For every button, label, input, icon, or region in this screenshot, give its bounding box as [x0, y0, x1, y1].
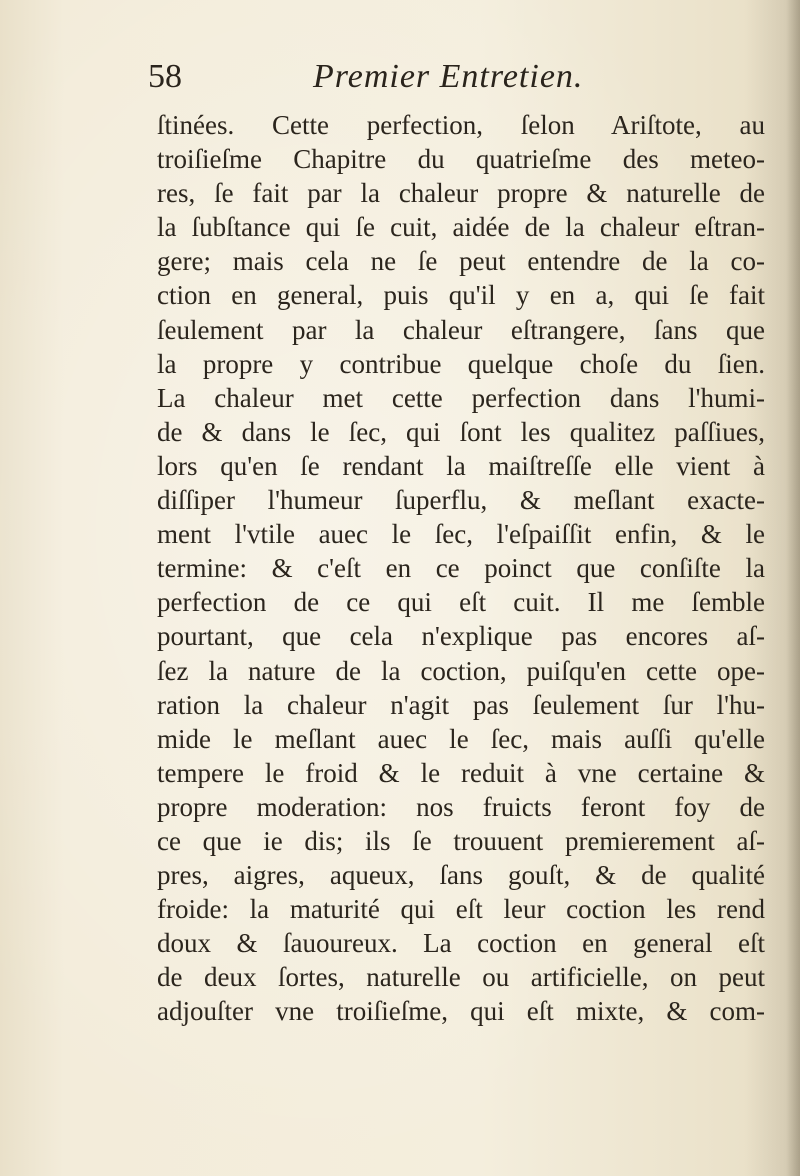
text-line: doux & ſauoureux. La coction en general eſt: [157, 928, 765, 959]
page-gutter-shadow: [786, 0, 800, 1176]
text-line: La chaleur met cette perfection dans l'humi-: [157, 382, 765, 413]
text-line: diſſiper l'humeur ſuperflu, & meſlant exacte-: [157, 485, 765, 516]
text-line: lors qu'en ſe rendant la maiſtreſſe elle vient à: [157, 450, 765, 481]
text-line: tempere le froid & le reduit à vne certaine &: [157, 757, 765, 788]
text-line: adjouſter vne troiſieſme, qui eſt mixte, & com-: [157, 996, 765, 1027]
text-line: ment l'vtile auec le ſec, l'eſpaiſſit enfin, & le: [157, 519, 765, 550]
text-line: de deux ſortes, naturelle ou artificielle, on peut: [157, 962, 765, 993]
text-line: ction en general, puis qu'il y en a, qui ſe fait: [157, 280, 765, 311]
text-line: ration la chaleur n'agit pas ſeulement ſur l'hu-: [157, 689, 765, 720]
text-line: troiſieſme Chapitre du quatrieſme des meteo-: [157, 144, 765, 175]
text-line: pourtant, que cela n'explique pas encores aſ-: [157, 621, 765, 652]
text-line: mide le meſlant auec le ſec, mais auſſi qu'elle: [157, 723, 765, 754]
text-line: perfection de ce qui eſt cuit. Il me ſemble: [157, 587, 765, 618]
text-line: pres, aigres, aqueux, ſans gouſt, & de qualité: [157, 860, 765, 891]
text-line: gere; mais cela ne ſe peut entendre de la co-: [157, 246, 765, 277]
text-line: froide: la maturité qui eſt leur coction les rend: [157, 894, 765, 925]
text-line: ſeulement par la chaleur eſtrangere, ſans que: [157, 314, 765, 345]
text-line: res, ſe fait par la chaleur propre & naturelle de: [157, 178, 765, 209]
running-head: Premier Entretien.: [313, 58, 584, 95]
page-header: [148, 52, 758, 104]
text-line: de & dans le ſec, qui ſont les qualitez paſſiues,: [157, 416, 765, 447]
text-line: propre moderation: nos fruicts feront foy de: [157, 791, 765, 822]
text-line: la ſubſtance qui ſe cuit, aidée de la chaleur eſtran-: [157, 212, 765, 243]
text-line: ſtinées. Cette perfection, ſelon Ariſtote, au: [157, 110, 765, 140]
body-text: [157, 108, 765, 1029]
text-line: ſez la nature de la coction, puiſqu'en cette ope-: [157, 655, 765, 686]
page-number: 58: [148, 58, 182, 95]
text-line: la propre y contribue quelque choſe du ſien.: [157, 348, 765, 379]
text-line: termine: & c'eſt en ce poinct que conſiſte la: [157, 553, 765, 584]
text-line: ce que ie dis; ils ſe trouuent premierement aſ-: [157, 825, 765, 856]
